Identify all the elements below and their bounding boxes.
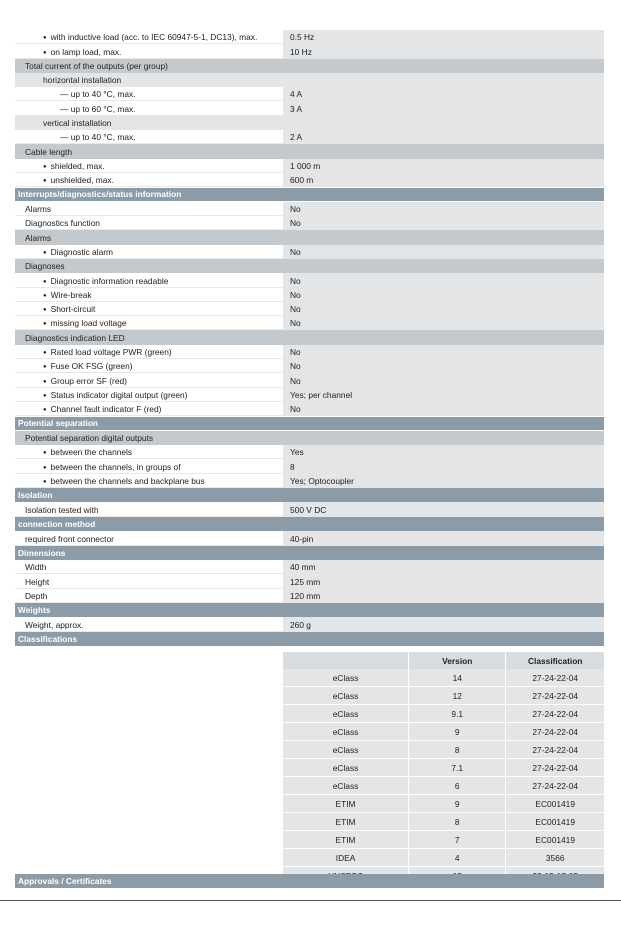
spec-row bbox=[15, 531, 604, 545]
spec-value: 40-pin bbox=[283, 531, 604, 545]
classification-code: 3566 bbox=[506, 849, 604, 867]
spec-label: ● between the channels and backplane bus bbox=[43, 476, 205, 486]
spec-row bbox=[15, 202, 604, 216]
header-cell-type bbox=[283, 652, 409, 669]
spec-row bbox=[15, 216, 604, 230]
group-title: Total current of the outputs (per group) bbox=[25, 60, 168, 71]
classification-code: 27-24-22-04 bbox=[506, 723, 604, 741]
section-title: Approvals / Certificates bbox=[18, 876, 112, 886]
spec-value: Yes; Optocoupler bbox=[283, 474, 604, 488]
classification-system: ETIM bbox=[283, 795, 409, 813]
spec-row bbox=[15, 560, 604, 574]
spec-row bbox=[15, 373, 604, 387]
classification-system: eClass bbox=[283, 669, 409, 687]
spec-label: Weight, approx. bbox=[25, 619, 84, 630]
classification-version: 7 bbox=[409, 831, 506, 849]
spec-row bbox=[15, 445, 604, 459]
spec-value: No bbox=[283, 373, 604, 387]
classification-version: 4 bbox=[409, 849, 506, 867]
classification-row bbox=[283, 759, 604, 777]
classification-code: 27-24-22-04 bbox=[506, 759, 604, 777]
spec-value: No bbox=[283, 216, 604, 230]
section-approvals-certificates bbox=[15, 874, 604, 888]
spec-row bbox=[15, 30, 604, 44]
spec-label: ● with inductive load (acc. to IEC 60947-5-1, DC13), max. bbox=[43, 32, 257, 42]
classification-code: EC001419 bbox=[506, 795, 604, 813]
group-title: Potential separation digital outputs bbox=[25, 433, 154, 444]
classification-row bbox=[283, 687, 604, 705]
classification-row bbox=[283, 831, 604, 849]
classification-row bbox=[283, 669, 604, 687]
spec-row bbox=[15, 345, 604, 359]
classification-row bbox=[283, 795, 604, 813]
classification-version: 7.1 bbox=[409, 759, 506, 777]
classification-row bbox=[283, 741, 604, 759]
section-header bbox=[15, 546, 604, 560]
section-header bbox=[15, 632, 604, 646]
spec-label: ● Wire-break bbox=[43, 290, 92, 300]
spec-label: Width bbox=[25, 562, 47, 573]
classification-code: 27-24-22-04 bbox=[506, 741, 604, 759]
classification-version: 9 bbox=[409, 795, 506, 813]
spec-row bbox=[15, 130, 604, 144]
spec-label: Depth bbox=[25, 590, 48, 601]
spec-label: ● Group error SF (red) bbox=[43, 376, 127, 386]
section-title: Potential separation bbox=[18, 418, 99, 429]
group-header bbox=[15, 230, 604, 244]
spec-label: ● Short-circuit bbox=[43, 304, 95, 314]
classification-system: eClass bbox=[283, 759, 409, 777]
classification-version: 8 bbox=[409, 741, 506, 759]
spec-row bbox=[15, 359, 604, 373]
spec-label: — up to 40 °C, max. bbox=[60, 132, 136, 143]
spec-value: No bbox=[283, 316, 604, 330]
spec-row bbox=[15, 101, 604, 115]
spec-label: ● Rated load voltage PWR (green) bbox=[43, 347, 172, 357]
spec-label: Height bbox=[25, 576, 50, 587]
classification-version: 6 bbox=[409, 777, 506, 795]
spec-value: No bbox=[283, 345, 604, 359]
group-header bbox=[15, 144, 604, 158]
classification-system: eClass bbox=[283, 705, 409, 723]
classification-system: ETIM bbox=[283, 813, 409, 831]
classifications-header-row bbox=[283, 652, 604, 669]
spec-value: 1 000 m bbox=[283, 159, 604, 173]
spec-value: No bbox=[283, 202, 604, 216]
spec-label: ● missing load voltage bbox=[43, 318, 127, 328]
subgroup-title: vertical installation bbox=[43, 118, 112, 129]
classifications-table bbox=[283, 652, 604, 885]
spec-row bbox=[15, 589, 604, 603]
section-title: Isolation bbox=[18, 489, 53, 500]
spec-value: 500 V DC bbox=[283, 502, 604, 516]
classification-version: 9 bbox=[409, 723, 506, 741]
spec-row bbox=[15, 617, 604, 631]
spec-row bbox=[15, 402, 604, 416]
spec-value: Yes; per channel bbox=[283, 388, 604, 402]
group-header bbox=[15, 259, 604, 273]
spec-label: required front connector bbox=[25, 533, 114, 544]
classification-row bbox=[283, 813, 604, 831]
spec-label: ● Status indicator digital output (green) bbox=[43, 390, 188, 400]
spec-label: ● between the channels, in groups of bbox=[43, 462, 181, 472]
spec-value: 125 mm bbox=[283, 574, 604, 588]
classification-system: eClass bbox=[283, 723, 409, 741]
classification-code: 27-24-22-04 bbox=[506, 669, 604, 687]
spec-value: 600 m bbox=[283, 173, 604, 187]
spec-value: 120 mm bbox=[283, 589, 604, 603]
spec-value: No bbox=[283, 359, 604, 373]
classification-row bbox=[283, 705, 604, 723]
spec-row bbox=[15, 302, 604, 316]
section-header bbox=[15, 517, 604, 531]
spec-value: 10 Hz bbox=[283, 44, 604, 58]
spec-row bbox=[15, 316, 604, 330]
spec-row bbox=[15, 245, 604, 259]
spec-value: 2 A bbox=[283, 130, 604, 144]
group-title: Diagnoses bbox=[25, 261, 65, 272]
page-bottom-rule bbox=[0, 900, 621, 901]
spec-label: ● Fuse OK FSG (green) bbox=[43, 361, 133, 371]
spec-label: ● between the channels bbox=[43, 447, 132, 457]
subgroup-header bbox=[15, 73, 604, 87]
spec-row bbox=[15, 159, 604, 173]
classification-row bbox=[283, 723, 604, 741]
classification-version: 14 bbox=[409, 669, 506, 687]
classification-system: eClass bbox=[283, 687, 409, 705]
classification-row bbox=[283, 849, 604, 867]
section-title: Interrupts/diagnostics/status information bbox=[18, 189, 182, 200]
classification-code: 27-24-22-04 bbox=[506, 777, 604, 795]
spec-label: Alarms bbox=[25, 204, 52, 215]
spec-table bbox=[15, 30, 604, 646]
spec-row bbox=[15, 502, 604, 516]
spec-row bbox=[15, 87, 604, 101]
classification-code: 27-24-22-04 bbox=[506, 705, 604, 723]
classification-code: 27-24-22-04 bbox=[506, 687, 604, 705]
section-header bbox=[15, 488, 604, 502]
spec-label: ● Diagnostic information readable bbox=[43, 276, 168, 286]
spec-label: ● unshielded, max. bbox=[43, 175, 114, 185]
spec-row bbox=[15, 459, 604, 473]
spec-value: No bbox=[283, 288, 604, 302]
group-header bbox=[15, 431, 604, 445]
spec-value: 40 mm bbox=[283, 560, 604, 574]
spec-value: No bbox=[283, 402, 604, 416]
group-title: Diagnostics indication LED bbox=[25, 332, 125, 343]
section-header bbox=[15, 603, 604, 617]
spec-label: ● shielded, max. bbox=[43, 161, 105, 171]
spec-label: ● on lamp load, max. bbox=[43, 47, 121, 57]
spec-row bbox=[15, 44, 604, 58]
header-cell-classification: Classification bbox=[506, 652, 604, 669]
spec-label: ● Channel fault indicator F (red) bbox=[43, 404, 161, 414]
spec-value: 3 A bbox=[283, 101, 604, 115]
spec-value: No bbox=[283, 273, 604, 287]
section-title: Weights bbox=[18, 604, 51, 615]
section-title: Dimensions bbox=[18, 547, 66, 558]
spec-label: — up to 40 °C, max. bbox=[60, 89, 136, 100]
spec-value: 4 A bbox=[283, 87, 604, 101]
spec-value: 260 g bbox=[283, 617, 604, 631]
spec-value: No bbox=[283, 302, 604, 316]
spec-value: 8 bbox=[283, 459, 604, 473]
spec-row bbox=[15, 173, 604, 187]
group-title: Alarms bbox=[25, 232, 52, 243]
spec-row bbox=[15, 273, 604, 287]
subgroup-title: horizontal installation bbox=[43, 75, 122, 86]
spec-label: — up to 60 °C, max. bbox=[60, 103, 136, 114]
classification-system: IDEA bbox=[283, 849, 409, 867]
classification-code: EC001419 bbox=[506, 813, 604, 831]
spec-label: Isolation tested with bbox=[25, 504, 99, 515]
classification-version: 9.1 bbox=[409, 705, 506, 723]
classification-version: 8 bbox=[409, 813, 506, 831]
spec-row bbox=[15, 388, 604, 402]
group-header bbox=[15, 330, 604, 344]
section-header bbox=[15, 417, 604, 431]
subgroup-header bbox=[15, 116, 604, 130]
group-title: Cable length bbox=[25, 146, 73, 157]
section-header bbox=[15, 188, 604, 202]
classification-row bbox=[283, 777, 604, 795]
classification-system: eClass bbox=[283, 777, 409, 795]
spec-label: ● Diagnostic alarm bbox=[43, 247, 113, 257]
section-title: connection method bbox=[18, 518, 96, 529]
spec-row bbox=[15, 288, 604, 302]
spec-value: No bbox=[283, 245, 604, 259]
classification-system: ETIM bbox=[283, 831, 409, 849]
spec-row bbox=[15, 574, 604, 588]
group-header bbox=[15, 59, 604, 73]
classification-code: EC001419 bbox=[506, 831, 604, 849]
spec-value: Yes bbox=[283, 445, 604, 459]
header-cell-version: Version bbox=[409, 652, 506, 669]
spec-value: 0.5 Hz bbox=[283, 30, 604, 44]
classification-version: 12 bbox=[409, 687, 506, 705]
spec-row bbox=[15, 474, 604, 488]
spec-label: Diagnostics function bbox=[25, 218, 100, 229]
classification-system: eClass bbox=[283, 741, 409, 759]
section-title: Classifications bbox=[18, 633, 78, 644]
